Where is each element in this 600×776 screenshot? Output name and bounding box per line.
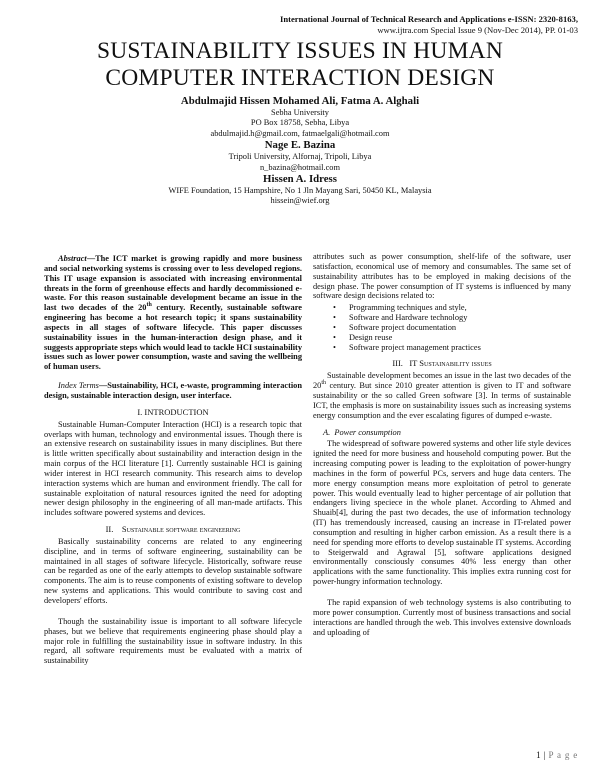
journal-name: International Journal of Technical Research and Applications e-ISSN: 2320-8163, [279,14,578,24]
paragraph: Sustainable Human-Computer Interaction (HCI) is a research topic that overlaps with human, technology and environmental issues. Though there is an extensive research on sustainability issues in many disciplines. But there is little written specifically about sustainability and interaction design in the main corpus of the HCI literature [1]. Currently sustainable HCI is gaining wider interest in HCI research community. This research aims to develop interaction systems which are human and environment friendly. The call for sustainable exploitation of natural resources ignited the need for adopting newer design philosophy in the engineering of all man-made artifacts. This includes software powered systems and devices. [44,419,302,518]
right-column [313,252,571,637]
author-name: Hissen A. Idress [263,173,337,186]
section-heading-sustainable-software-engineering [44,525,302,535]
section-number: III. [392,358,403,369]
paragraph: attributes such as power consumption, shelf-life of the software, user satisfaction, economical use of memory and consumables. The same set of sustainability attributes has to be employed in making decisions of the design phase. The power consumption of IT systems is influenced by many software design decisions related to: [313,252,571,301]
section-title: Sustainable software engineering [121,524,241,535]
section-heading-it-sustainability [313,359,571,369]
author-name: Nage E. Bazina [264,139,336,152]
author-address: PO Box 18758, Sebha, Libya [250,118,350,128]
paragraph: Though the sustainability issue is important to all software lifecycle phases, but we believe that requirements engineering phase should play a major role in fulfilling the sustainability issue in software industry. In this regard, all software requirements must be evaluated with a matrix of sustainability [44,616,302,666]
author-email: hissein@wief.org [270,196,330,206]
list-item: • Software project management practices [339,343,571,353]
list-item: • Software project documentation [339,323,571,333]
paper-title [0,38,600,92]
section-number: II. [105,524,114,535]
author-block [0,95,600,207]
author-affiliation: Sebha University [271,108,329,117]
index-terms-text: —Sustainability, HCI, e-waste, programming interaction design, sustainable interaction design, user interface. [44,381,302,400]
superscript: th [321,380,327,387]
paragraph: The widespread of software powered systems and other life style devices ignited the need for more business and household computing power. But the increasing computing power is leading to the exploitation of power-hungry machines in the form of powerful PCs, servers and huge data centers. The more energy consumption means more exploitation of petrol to generate power. This would eventually lead to higher percentage of air pollution that endangers living speciece in the whole planet. According to Ahmed and Shuaib[4], during the past two decades, the use of information technology (IT) has tremendously increased, causing an increase in IT-related power consumption and resulting in higher carbon emission. As a result there is a need for spending more efforts to develop sustainable IT systems. According to Steigerwald and Agrawal [5], software applications designed environmentally consciously consumes 40% less energy than other applications with the same functionality. This implies extra running cost for power-hungry information technology. [313,439,571,587]
index-terms [44,381,302,401]
title-line-1: SUSTAINABILITY ISSUES IN HUMAN [96,38,504,64]
subsection-heading-power-consumption: A. Power consumption [323,427,401,437]
author-affiliation: WIFE Foundation, 15 Hampshire, No 1 Jln Mayang Sari, 50450 KL, Malaysia [168,186,432,196]
title-line-2: COMPUTER INTERACTION DESIGN [105,65,495,91]
left-column [44,254,302,666]
paragraph-text: Sustainable development becomes an issue in the last two decades of the 20 [313,371,571,391]
list-item: • Programming techniques and style, [339,303,571,313]
list-item: • Design reuse [339,333,571,343]
author-name: Abdulmajid Hissen Mohamed Ali, Fatma A. Alghali [180,95,420,107]
abstract-text: —The ICT market is growing rapidly and more business and social networking systems is crossing over to less developed regions. This IT usage expansion is associated with increasing environmental threats in the form of greenhouse effects and hardly decommissioned e-waste. For this reason sustainable development became an issue in the last two decades of the 20 [44,254,302,313]
abstract-label: Abstract [58,254,87,263]
journal-header [158,14,578,36]
abstract-text: century. Recently, sustainable software engineering has become a hot research topic; it spans sustainability aspects in all stages of software lifecycle. This paper discusses sustainability issues in the human-interaction design phase, and it suggests appropriate steps which would lead to tackle HCI sustainability issues such as lower power consumption, waste and saving the wellbeing of human users. [44,303,302,372]
section-title: IT Sustainability issues [409,358,492,369]
paragraph-text: century. But since 2010 greater attention is given to IT and software sustainability or the so called Green software [3]. In terms of sustainable ICT, the emphasis is more on sustainability issues such as increasing systems energy consumption and the ever escalating figures of dumped e-waste. [313,381,571,420]
page-number: 1 [536,750,541,760]
author-email: n_bazina@hotmail.com [259,162,341,172]
author-email: abdulmajid.h@gmail.com, fatmaelgali@hotmail.com [210,128,390,138]
paragraph [313,371,571,420]
author-affiliation: Tripoli University, Alfornaj, Tripoli, Libya [228,152,372,162]
superscript: th [146,302,152,309]
paragraph: Basically sustainability concerns are related to any engineering discipline, and in terms of software engineering, sustainability can be maintained in all stages of software lifecycle. Historically, software reuse can be regarded as one of the early attempts to develop sustainable software components. The aim is to reuse components of existing software to develop new systems and applications. This would contribute to saving cost and developers' efforts. [44,536,302,605]
abstract [44,254,302,372]
list-item: • Software and Hardware technology [339,313,571,323]
index-terms-label: Index Terms [58,381,99,391]
bullet-list [313,303,571,352]
section-heading-introduction: I. INTRODUCTION [137,406,209,417]
page-label: P a g e [548,750,578,760]
paragraph: The rapid expansion of web technology systems is also contributing to more power consumption. Currently most of business transactions and social interactions are handled through the web. This involves extensive downloads and uploading of [313,598,571,637]
page-footer: 1 | P a g e [536,750,578,760]
journal-issue: www.ijtra.com Special Issue 9 (Nov-Dec 2014), PP. 01-03 [377,25,578,35]
